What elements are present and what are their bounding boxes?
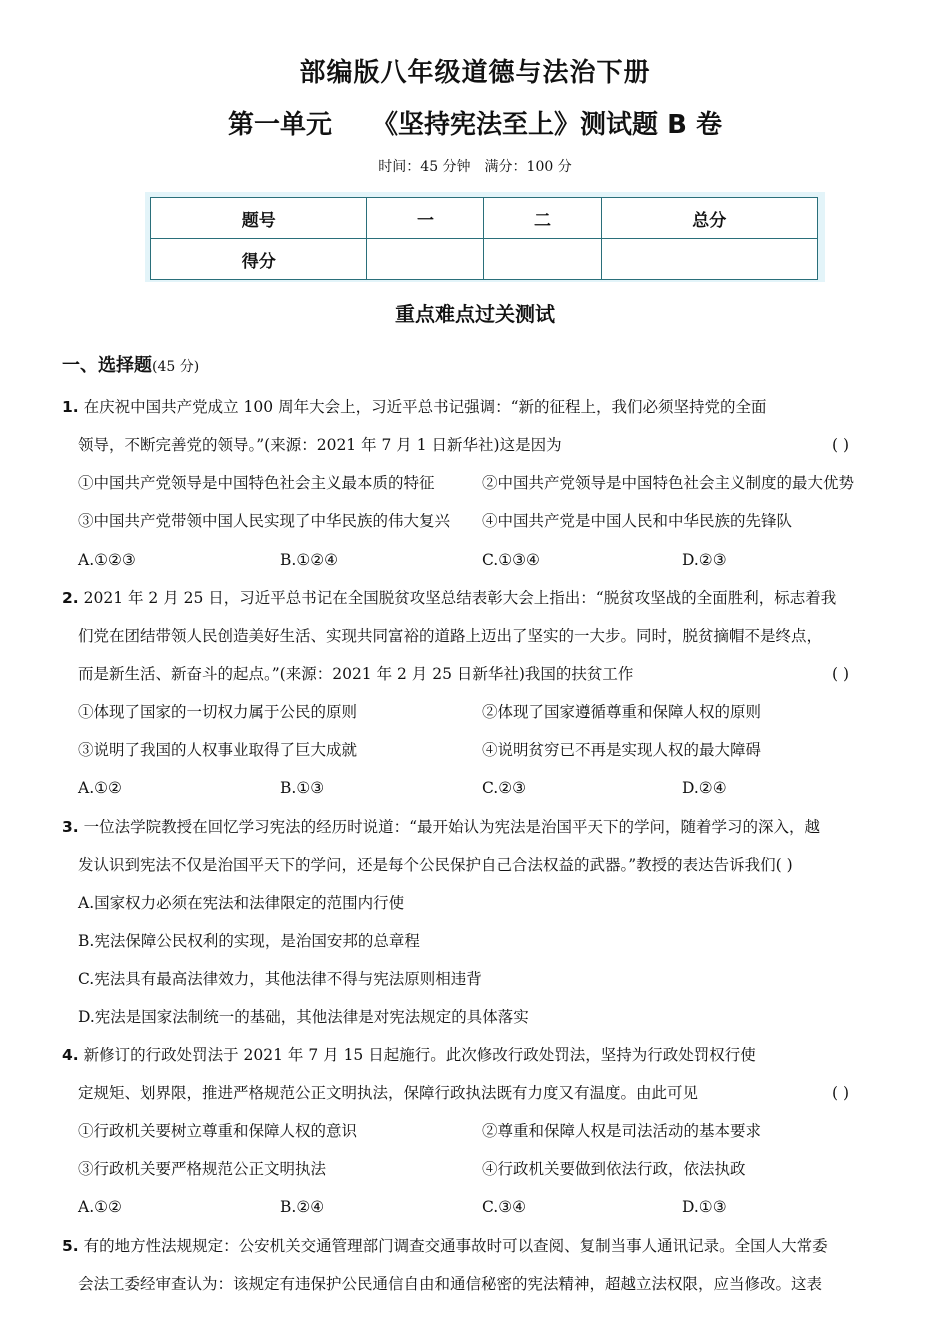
statement: ③说明了我国的人权事业取得了巨大成就 [78,741,358,759]
option-b[interactable]: B.宪法保障公民权利的实现，是治国安邦的总章程 [78,932,420,950]
part-one-heading [62,351,199,377]
exam-full-score: 满分：100 分 [484,159,572,175]
score-cell-part-two: 二 [484,198,601,239]
part-one-score: (45 分) [152,359,200,375]
score-cell-label: 得分 [151,239,367,280]
question-4-line-1: 4. 新修订的行政处罚法于 2021 年 7 月 15 日起施行。此次修改行政处罚法，坚持为行政处罚权行使 [62,1046,756,1064]
document-title: 部编版八年级道德与法治下册 [299,58,651,88]
option-c[interactable]: C.②③ [482,779,527,797]
question-5-line-1: 5. 有的地方性法规规定：公安机关交通管理部门调查交通事故时可以查阅、复制当事人通讯记录。全国人大常委 [62,1237,828,1255]
document-subtitle [0,104,950,141]
question-5-line-2: 会法工委经审查认为：该规定有违保护公民通信自由和通信秘密的宪法精神，超越立法权限，应当修改。这表 [78,1275,823,1293]
statement: ④说明贫穷已不再是实现人权的最大障碍 [482,741,762,759]
exam-meta [0,156,950,176]
option-d[interactable]: D.①③ [682,1198,727,1216]
unit-name: 《坚持宪法至上》测试题 B 卷 [372,110,722,140]
question-number: 1. [62,398,79,416]
score-cell-blank-2[interactable] [484,239,601,280]
score-table-header-row [151,198,818,239]
option-c[interactable]: C.宪法具有最高法律效力，其他法律不得与宪法原则相违背 [78,970,482,988]
option-c[interactable]: C.③④ [482,1198,527,1216]
statement: ②中国共产党领导是中国特色社会主义制度的最大优势 [482,474,855,492]
question-4-line-2: 定规矩、划界限，推进严格规范公正文明执法，保障行政执法既有力度又有温度。由此可见 [78,1084,699,1102]
statement: ②尊重和保障人权是司法活动的基本要求 [482,1122,762,1140]
question-number: 3. [62,818,79,836]
option-b[interactable]: B.②④ [280,1198,325,1216]
option-a[interactable]: A.①②③ [78,551,136,569]
section-title: 重点难点过关测试 [395,302,555,326]
question-2-line-1: 2. 2021 年 2 月 25 日，习近平总书记在全国脱贫攻坚总结表彰大会上指出：“脱贫攻坚战的全面胜利，标志着我 [62,589,837,607]
answer-paren[interactable]: ( ) [832,1084,850,1102]
score-cell-blank-1[interactable] [367,239,484,280]
question-3-line-1: 3. 一位法学院教授在回忆学习宪法的经历时说道：“最开始认为宪法是治国平天下的学问，随着学习的深入，越 [62,818,821,836]
option-a[interactable]: A.国家权力必须在宪法和法律限定的范围内行使 [78,894,405,912]
option-d[interactable]: D.②③ [682,551,727,569]
exam-time: 时间：45 分钟 [378,159,471,175]
statement: ④中国共产党是中国人民和中华民族的先锋队 [482,512,793,530]
statement: ③中国共产党带领中国人民实现了中华民族的伟大复兴 [78,512,451,530]
question-number: 5. [62,1237,79,1255]
score-cell-question-no: 题号 [151,198,367,239]
question-2-line-3: 而是新生活、新奋斗的起点。”(来源：2021 年 2 月 25 日新华社)我国的扶贫工作 [78,665,634,683]
option-c[interactable]: C.①③④ [482,551,540,569]
score-cell-total: 总分 [601,198,818,239]
statement: ①体现了国家的一切权力属于公民的原则 [78,703,358,721]
question-1-line-2: 领导，不断完善党的领导。”(来源：2021 年 7 月 1 日新华社)这是因为 [78,436,562,454]
option-a[interactable]: A.①② [78,1198,122,1216]
option-b[interactable]: B.①③ [280,779,325,797]
statement: ①中国共产党领导是中国特色社会主义最本质的特征 [78,474,435,492]
score-table-score-row [151,239,818,280]
statement: ②体现了国家遵循尊重和保障人权的原则 [482,703,762,721]
option-d[interactable]: D.②④ [682,779,727,797]
statement: ④行政机关要做到依法行政，依法执政 [482,1160,746,1178]
score-table-frame [145,192,825,282]
question-1-line-1: 1. 在庆祝中国共产党成立 100 周年大会上，习近平总书记强调：“新的征程上，我们必须坚持党的全面 [62,398,767,416]
option-b[interactable]: B.①②④ [280,551,339,569]
score-cell-part-one: 一 [367,198,484,239]
question-3-line-2: 发认识到宪法不仅是治国平天下的学问，还是每个公民保护自己合法权益的武器。”教授的表达告诉我们( ) [78,856,793,874]
answer-paren[interactable]: ( ) [832,665,850,683]
question-number: 4. [62,1046,79,1064]
question-number: 2. [62,589,79,607]
answer-paren[interactable]: ( ) [832,436,850,454]
option-a[interactable]: A.①② [78,779,122,797]
question-2-line-2: 们党在团结带领人民创造美好生活、实现共同富裕的道路上迈出了坚实的一大步。同时，脱贫摘帽不是终点， [78,627,823,645]
option-d[interactable]: D.宪法是国家法制统一的基础，其他法律是对宪法规定的具体落实 [78,1008,529,1026]
unit-label: 第一单元 [228,110,333,140]
part-one-title: 一、选择题 [62,355,152,376]
statement: ①行政机关要树立尊重和保障人权的意识 [78,1122,358,1140]
statement: ③行政机关要严格规范公正文明执法 [78,1160,327,1178]
score-cell-blank-3[interactable] [601,239,818,280]
score-table [150,197,818,280]
